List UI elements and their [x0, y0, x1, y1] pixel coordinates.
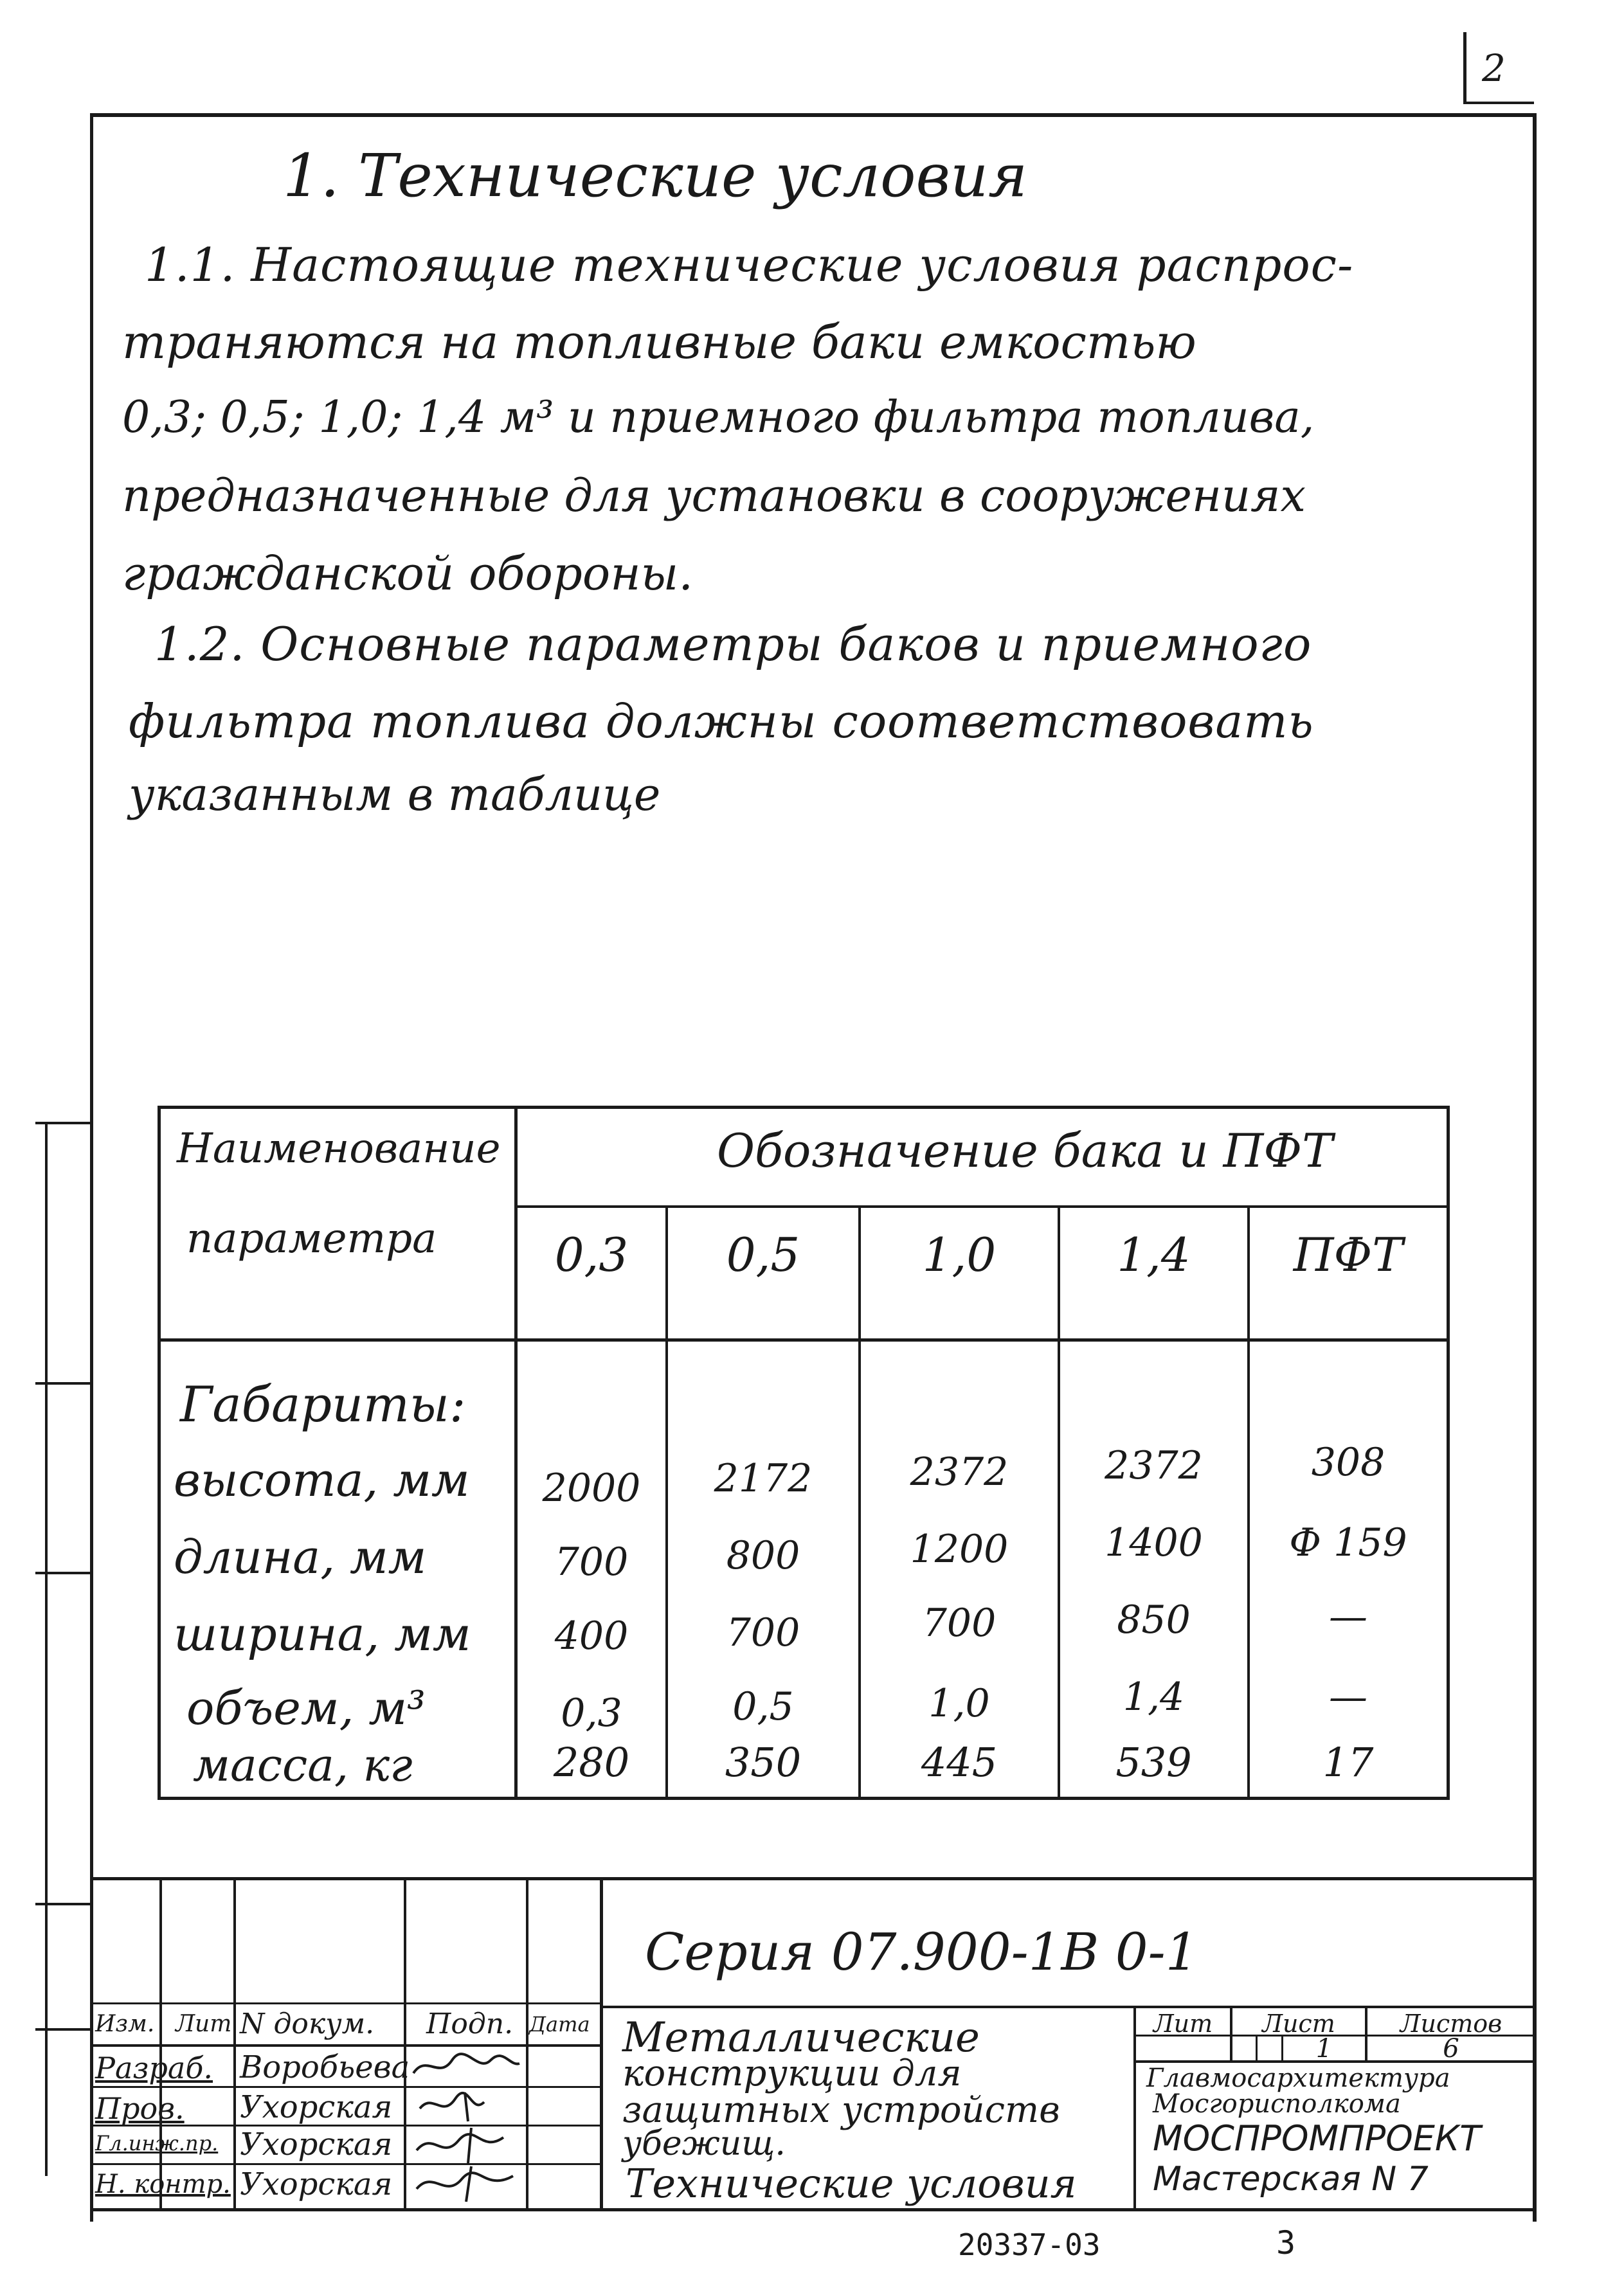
- paragraph-1-line-2: траняются на топливные баки емкостью: [122, 315, 1196, 369]
- cell: 1,0: [928, 1681, 990, 1726]
- cell: 700: [554, 1540, 629, 1585]
- cell: Ф 159: [1289, 1520, 1407, 1565]
- paragraph-1-line-4: предназначенные для установки в сооружениях: [122, 469, 1306, 522]
- cell: 539: [1115, 1739, 1192, 1786]
- role-label: Пров.: [95, 2091, 185, 2126]
- left-margin-tick-4: [35, 1903, 93, 1905]
- column-header: 1,4: [1117, 1228, 1191, 1282]
- series-title: Серия 07.900-1В 0-1: [645, 1922, 1198, 1982]
- role-name: Ухорская: [240, 2127, 393, 2163]
- role-name: Ухорская: [240, 2089, 393, 2125]
- cell: 0,5: [732, 1684, 794, 1729]
- doc-title-line-3: защитных устройств: [622, 2089, 1060, 2131]
- frame-corner-top: [1463, 102, 1534, 104]
- role-label: Гл.инж.пр.: [95, 2131, 219, 2155]
- left-margin-tick-5: [35, 2028, 93, 2031]
- row-label: ширина, мм: [174, 1607, 471, 1661]
- cell: 1400: [1105, 1520, 1203, 1565]
- col-header-doc: N докум.: [240, 2008, 375, 2040]
- cell: 1,4: [1123, 1675, 1185, 1720]
- cell: 17: [1322, 1739, 1374, 1786]
- cell: 400: [554, 1614, 629, 1659]
- org-line-3: МОСПРОМПРОЕКТ: [1153, 2118, 1481, 2159]
- cell: 280: [553, 1739, 630, 1786]
- column-header: 0,5: [726, 1228, 800, 1282]
- org-line-1: Главмосархитектура: [1146, 2064, 1450, 2093]
- column-header: 1,0: [922, 1228, 997, 1282]
- paragraph-1-line-1: 1.1. Настоящие технические условия распрос-: [145, 238, 1354, 292]
- frame-corner-right-top: [1463, 32, 1466, 103]
- lit-label: Лит: [1153, 2010, 1213, 2038]
- heading: 1. Технические условия: [283, 141, 1028, 210]
- cell: 850: [1117, 1597, 1191, 1642]
- cell: 308: [1311, 1440, 1385, 1485]
- paragraph-2-line-3: указанным в таблице: [129, 768, 661, 821]
- paragraph-2-line-2: фильтра топлива должны соответствовать: [129, 694, 1314, 748]
- cell: 1200: [910, 1527, 1009, 1572]
- org-line-4: Мастерская N 7: [1153, 2160, 1429, 2199]
- role-name: Ухорская: [240, 2166, 393, 2202]
- doc-title-line-1: Металлические: [622, 2014, 980, 2062]
- sheets-label: Листов: [1400, 2010, 1502, 2038]
- role-name: Воробьева: [240, 2049, 410, 2085]
- sheet-label: Лист: [1262, 2010, 1335, 2038]
- cell: 700: [726, 1610, 800, 1655]
- row-label: масса, кг: [193, 1739, 413, 1792]
- org-line-2: Мосгорисполкома: [1153, 2089, 1401, 2119]
- section-label: Габариты:: [180, 1376, 466, 1433]
- cell: 2000: [542, 1466, 641, 1511]
- cell: 445: [921, 1739, 998, 1786]
- row-label: объем, м³: [186, 1681, 426, 1735]
- left-margin-tick-1: [35, 1122, 93, 1124]
- column-header: ПФТ: [1293, 1228, 1403, 1282]
- cell: 2172: [714, 1456, 813, 1501]
- footer-page-number: 3: [1276, 2224, 1296, 2262]
- left-margin-vertical: [45, 1122, 48, 2176]
- frame-top-line: [90, 113, 1537, 117]
- sheets-value: 6: [1443, 2034, 1459, 2064]
- cell: —: [1329, 1594, 1367, 1639]
- cell: 700: [922, 1601, 997, 1646]
- signature-marks: [407, 2047, 526, 2208]
- paragraph-1-line-5: гражданской обороны.: [122, 546, 694, 600]
- col-header-sign: Подп.: [426, 2008, 514, 2040]
- paragraph-2-line-1: 1.2. Основные параметры баков и приемного: [154, 617, 1312, 671]
- cell: 2372: [1105, 1443, 1203, 1488]
- param-header-line-2: параметра: [186, 1215, 437, 1263]
- cell: 350: [725, 1739, 802, 1786]
- page-number-top: 2: [1482, 46, 1506, 90]
- doc-title-line-4: убежищ.: [622, 2125, 786, 2163]
- left-margin-tick-3: [35, 1572, 93, 1574]
- col-header-izm: Изм.: [95, 2011, 155, 2037]
- row-label: высота, мм: [174, 1453, 470, 1507]
- doc-title-line-5: Технические условия: [626, 2160, 1077, 2207]
- doc-title-line-2: конструкции для: [622, 2053, 962, 2094]
- col-header-date: Дата: [529, 2012, 590, 2037]
- paragraph-1-line-3: 0,3; 0,5; 1,0; 1,4 м³ и приемного фильтра топлива,: [122, 392, 1315, 443]
- cell: —: [1329, 1675, 1367, 1720]
- param-header-line-1: Наименование: [177, 1125, 501, 1173]
- col-header-lit: Лит: [176, 2011, 232, 2037]
- cell: 2372: [910, 1450, 1009, 1495]
- row-label: длина, мм: [174, 1530, 427, 1584]
- title-block: [92, 1877, 1535, 2211]
- column-header: 0,3: [554, 1228, 629, 1282]
- group-header: Обозначение бака и ПФТ: [717, 1124, 1333, 1178]
- role-label: Н. контр.: [95, 2170, 231, 2199]
- role-label: Разраб.: [95, 2051, 213, 2085]
- cell: 800: [726, 1533, 800, 1578]
- left-margin-tick-2: [35, 1382, 93, 1385]
- archive-number: 20337-03: [958, 2227, 1101, 2262]
- cell: 0,3: [561, 1691, 622, 1736]
- sheet-value: 1: [1315, 2034, 1333, 2064]
- parameters-table: [158, 1106, 1450, 1800]
